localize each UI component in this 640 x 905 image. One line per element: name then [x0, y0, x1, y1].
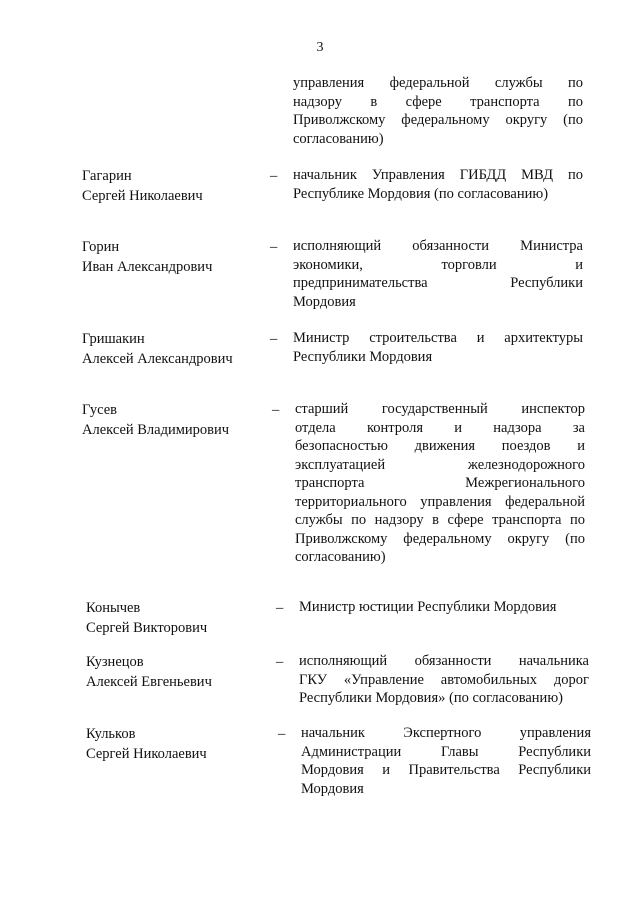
member-given-name: Алексей Владимирович: [82, 422, 230, 438]
member-name: [86, 652, 266, 692]
member-given-name: Сергей Викторович: [86, 620, 208, 636]
member-position: начальник Управления ГИБДД МВД по Республике Мордовия (по согласованию): [293, 167, 583, 202]
member-surname: Кузнецов: [86, 654, 144, 670]
separator-dash: –: [276, 600, 284, 616]
member-given-name: Алексей Александрович: [82, 351, 233, 367]
member-surname: Кульков: [86, 726, 136, 742]
member-position: исполняющий обязанности начальника ГКУ «Управление автомобильных дорог Республики Мордовия» (по согласованию): [299, 653, 589, 706]
member-position: Министр строительства и архитектуры Республики Мордовия: [293, 330, 583, 365]
member-given-name: Алексей Евгеньевич: [86, 674, 212, 690]
separator-dash: –: [270, 331, 278, 347]
member-name: [82, 166, 262, 206]
member-surname: Гусев: [82, 402, 117, 418]
member-name: [82, 237, 262, 277]
member-position: Министр юстиции Республики Мордовия: [299, 599, 557, 615]
separator-dash: –: [270, 239, 278, 255]
member-given-name: Сергей Николаевич: [86, 746, 207, 762]
member-position: исполняющий обязанности Министра экономики, торговли и предпринимательства Республики Мордовия: [293, 238, 583, 310]
member-name: [82, 400, 262, 440]
member-surname: Конычев: [86, 600, 141, 616]
member-position: старший государственный инспектор отдела контроля и надзора за безопасностью движения поездов и эксплуатацией железнодорожного транспорта Межрегионального территориального управления федеральной службы по надзору в сфере транспорта по Приволжскому федеральному округу (по согласованию): [295, 401, 585, 565]
member-position: начальник Экспертного управления Администрации Главы Республики Мордовия и Правительства Республики Мордовия: [301, 725, 591, 797]
separator-dash: –: [278, 726, 286, 742]
member-given-name: Сергей Николаевич: [82, 188, 203, 204]
page-number: 3: [316, 40, 324, 55]
member-surname: Горин: [82, 239, 120, 255]
member-surname: Гришакин: [82, 331, 145, 347]
separator-dash: –: [276, 654, 284, 670]
continuation-text: управления федеральной службы по надзору в сфере транспорта по Приволжскому федеральному округу (по согласованию): [293, 75, 583, 147]
separator-dash: –: [270, 168, 278, 184]
separator-dash: –: [272, 402, 280, 418]
member-name: [86, 598, 266, 638]
member-name: [82, 329, 262, 369]
member-given-name: Иван Александрович: [82, 259, 213, 275]
member-name: [86, 724, 266, 764]
member-surname: Гагарин: [82, 168, 132, 184]
